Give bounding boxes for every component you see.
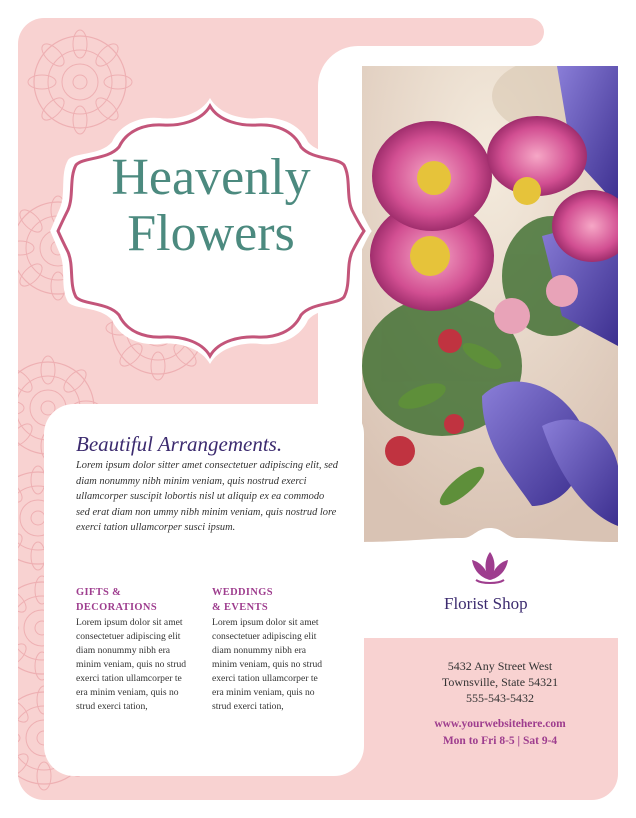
phone-number: 555-543-5432 (466, 691, 534, 705)
address-line-2: Townsville, State 54321 (441, 675, 559, 689)
brand-name: Florist Shop (444, 594, 528, 613)
section-heading: Beautiful Arrangements. (76, 432, 283, 456)
address-line-1: 5432 Any Street West (447, 659, 553, 673)
website-link[interactable]: www.yourwebsitehere.com (434, 718, 566, 730)
web-and-hours (402, 716, 598, 750)
flower-bouquet-photo (362, 66, 618, 544)
column-1-heading: GIFTS & DECORATIONS (76, 587, 157, 613)
contact-block (402, 658, 598, 706)
column-1-body: Lorem ipsum dolor sit amet consectetuer adipiscing elit diam nonummy nibh era minim veniam, quis no strud exerci tation ullamcorper te era minim veniam, quis no strud exerci tation, (76, 617, 187, 712)
column-2-heading: WEDDINGS & EVENTS (212, 587, 273, 613)
title-line-1: Heavenly (111, 149, 311, 206)
title-line-2: Flowers (127, 205, 295, 262)
top-banner-tab (318, 18, 544, 46)
section-body: Lorem ipsum dolor sitter amet consectetuer adipiscing elit, sed diam nonummy nibh minim veniam, quis nostrud exerci ullamcorper suscipit lobortis nisl ut aliquip ex ea commodo sed erat diam non ummy nibh minim veniam, quis nostrud lore exerci tation ullamcorper susci ipsum. (76, 460, 338, 534)
business-hours: Mon to Fri 8-5 | Sat 9-4 (442, 735, 558, 747)
lotus-icon (468, 548, 512, 588)
page-title (50, 150, 372, 262)
column-2-body: Lorem ipsum dolor sit amet consectetuer adipiscing elit diam nonummy nibh era minim veniam, quis no strud exerci tation ullamcorper te era minim veniam, quis no strud exerci tation, (212, 617, 323, 712)
